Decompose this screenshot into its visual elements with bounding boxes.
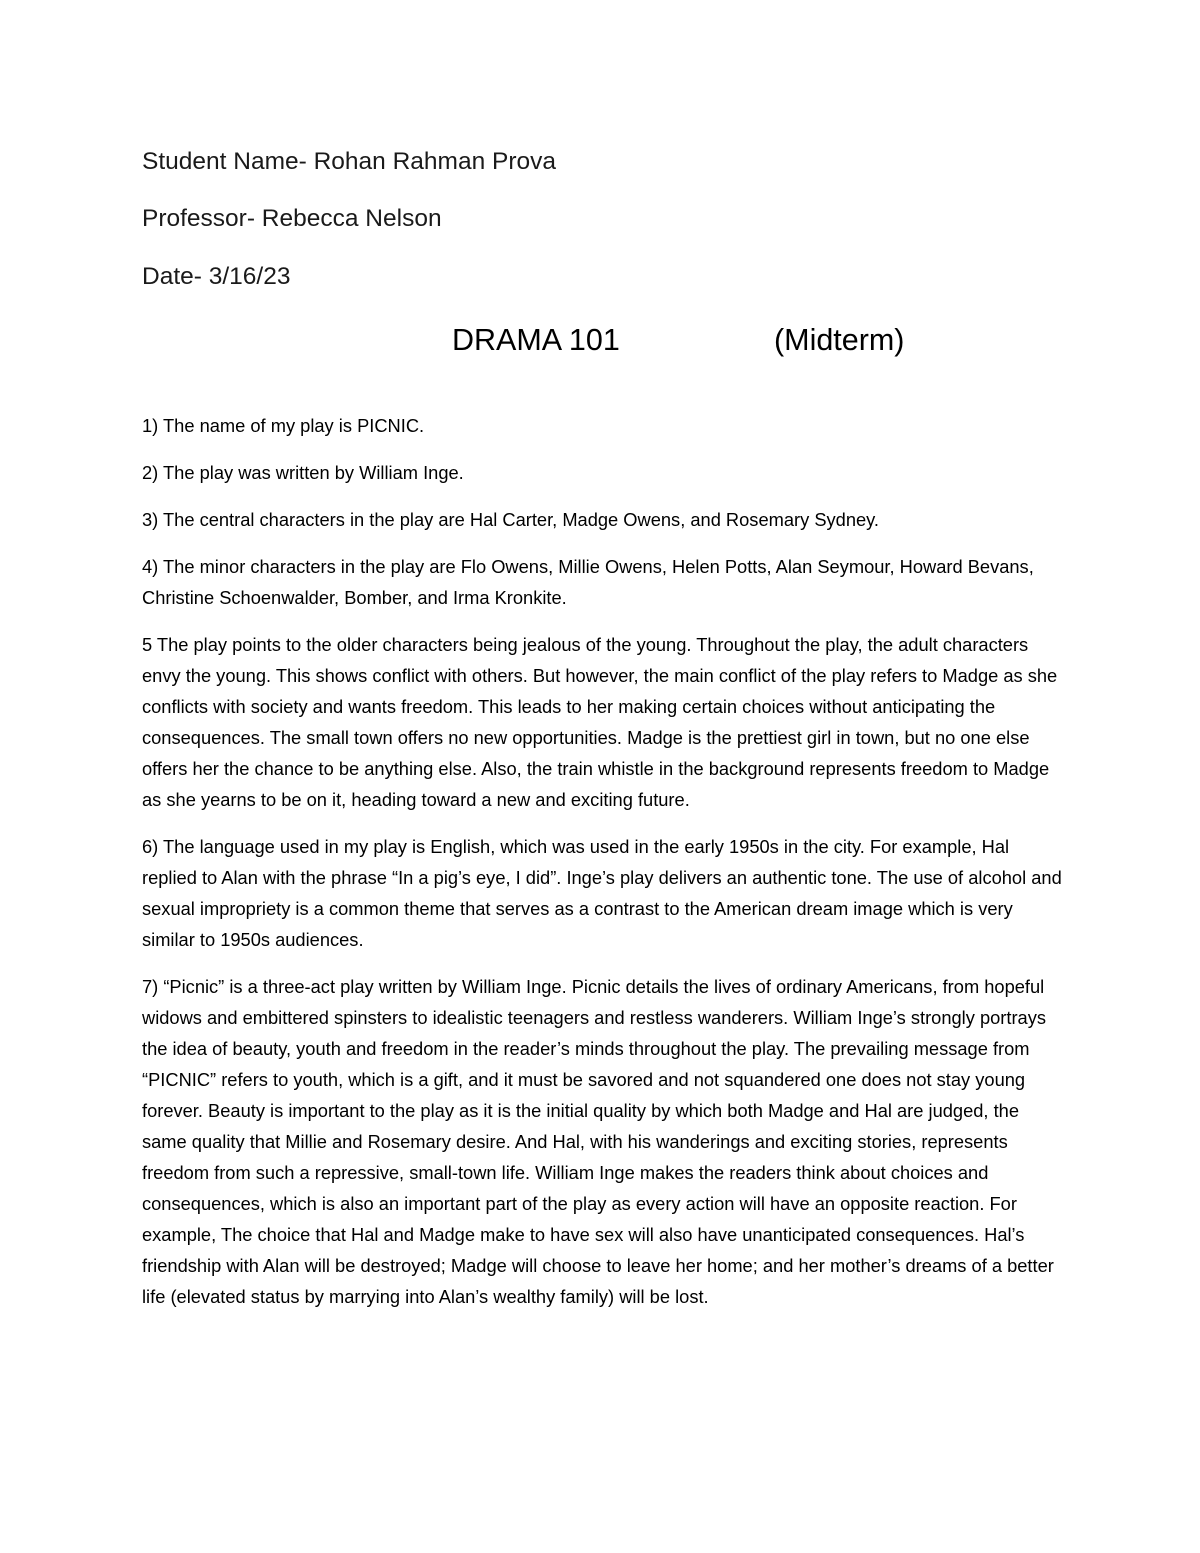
professor-line: Professor- Rebecca Nelson xyxy=(142,205,442,232)
answers-body xyxy=(142,410,1062,1328)
course-title: DRAMA 101 xyxy=(452,323,620,357)
exam-label: (Midterm) xyxy=(774,323,905,357)
answer-3: 3) The central characters in the play are Hal Carter, Madge Owens, and Rosemary Sydney. xyxy=(142,509,880,530)
student-name-line: Student Name- Rohan Rahman Prova xyxy=(142,148,556,175)
answer-7: 7) “Picnic” is a three-act play written by William Inge. Picnic details the lives of ordinary Americans, from hopeful widows and embittered spinsters to idealistic teenagers and restless wanderers. William Inge’s strongly portrays the idea of beauty, youth and freedom in the reader’s minds throughout the play. The prevailing message from “PICNIC” refers to youth, which is a gift, and it must be savored and not squandered one does not stay young forever. Beauty is important to the play as it is the initial quality by which both Madge and Hal are judged, the same quality that Millie and Rosemary desire. And Hal, with his wanderings and exciting stories, represents freedom from such a repressive, small-town life. William Inge makes the readers think about choices and consequences, which is also an important part of the play as every action will have an opposite reaction. For example, The choice that Hal and Madge make to have sex will also have unanticipated consequences. Hal’s friendship with Alan will be destroyed; Madge will choose to leave her home; and her mother’s dreams of a better life (elevated status by marrying into Alan’s wealthy family) will be lost. xyxy=(142,976,1054,1307)
answer-4: 4) The minor characters in the play are Flo Owens, Millie Owens, Helen Potts, Alan Seymour, Howard Bevans, Christine Schoenwalder, Bomber, and Irma Kronkite. xyxy=(142,556,1034,608)
date-line: Date- 3/16/23 xyxy=(142,263,291,290)
answer-5: 5 The play points to the older characters being jealous of the young. Throughout the play, the adult characters envy the young. This shows conflict with others. But however, the main conflict of the play refers to Madge as she conflicts with society and wants freedom. This leads to her making certain choices without anticipating the consequences. The small town offers no new opportunities. Madge is the prettiest girl in town, but no one else offers her the chance to be anything else. Also, the train whistle in the background represents freedom to Madge as she yearns to be on it, heading toward a new and exciting future. xyxy=(142,634,1058,810)
answer-6: 6) The language used in my play is English, which was used in the early 1950s in the city. For example, Hal replied to Alan with the phrase “In a pig’s eye, I did”. Inge’s play delivers an authentic tone. The use of alcohol and sexual impropriety is a common theme that serves as a contrast to the American dream image which is very similar to 1950s audiences. xyxy=(142,836,1062,950)
answer-2: 2) The play was written by William Inge. xyxy=(142,462,464,483)
answer-1: 1) The name of my play is PICNIC. xyxy=(142,415,425,436)
